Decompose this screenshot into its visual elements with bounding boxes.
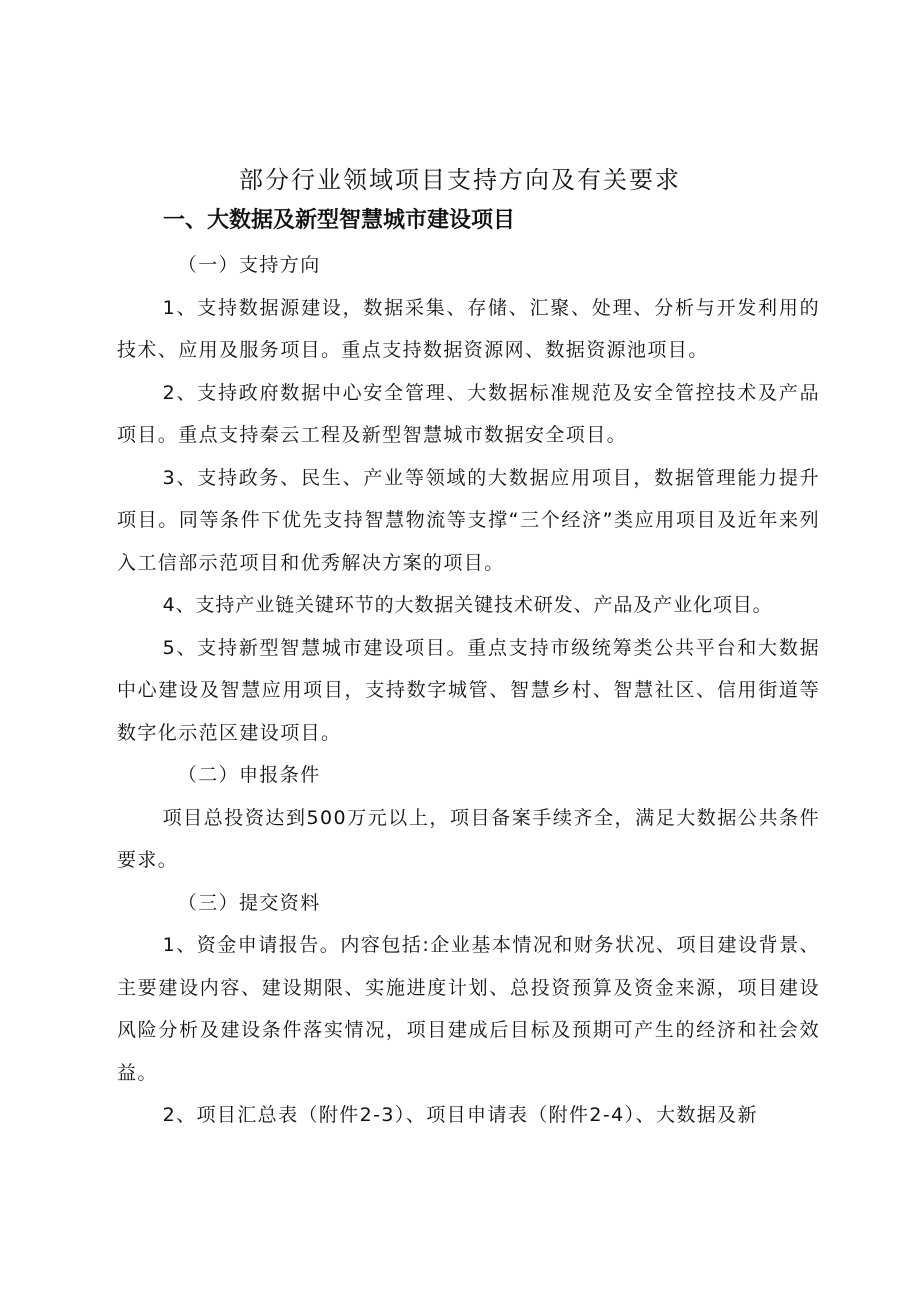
paragraph-support-item: 4、支持产业链关键环节的大数据关键技术研发、产品及产业化项目。	[162, 594, 773, 616]
paragraph-application-conditions: 项目总投资达到500万元以上，项目备案手续齐全，满足大数据公共条件要求。	[117, 806, 820, 871]
document-title: 部分行业领域项目支持方向及有关要求	[239, 166, 681, 194]
section-heading: 一、大数据及新型智慧城市建设项目	[163, 208, 516, 233]
document-body	[117, 244, 820, 1137]
subsection-heading-support-direction: （一）支持方向	[177, 254, 321, 276]
paragraph-submission-item: 1、资金申请报告。内容包括:企业基本情况和财务状况、项目建设背景、主要建设内容、建设期限、实施进度计划、总投资预算及资金来源，项目建设风险分析及建设条件落实情况，项目建成后目标及预期可产生的经济和社会效益。	[117, 934, 820, 1084]
paragraph-support-item: 5、支持新型智慧城市建设项目。重点支持市级统筹类公共平台和大数据中心建设及智慧应用项目，支持数字城管、智慧乡村、智慧社区、信用街道等数字化示范区建设项目。	[117, 636, 820, 744]
paragraph-support-item: 1、支持数据源建设，数据采集、存储、汇聚、处理、分析与开发利用的技术、应用及服务项目。重点支持数据资源网、数据资源池项目。	[117, 296, 820, 361]
paragraph-support-item: 2、支持政府数据中心安全管理、大数据标准规范及安全管控技术及产品项目。重点支持秦云工程及新型智慧城市数据安全项目。	[117, 381, 820, 446]
paragraph-submission-item: 2、项目汇总表（附件2-3）、项目申请表（附件2-4）、大数据及新	[162, 1104, 758, 1126]
subsection-heading-application-conditions: （二）申报条件	[177, 764, 321, 786]
paragraph-support-item: 3、支持政务、民生、产业等领域的大数据应用项目，数据管理能力提升项目。同等条件下优先支持智慧物流等支撑“三个经济”类应用项目及近年来列入工信部示范项目和优秀解决方案的项目。	[117, 466, 820, 574]
subsection-heading-submission-materials: （三）提交资料	[177, 891, 321, 914]
